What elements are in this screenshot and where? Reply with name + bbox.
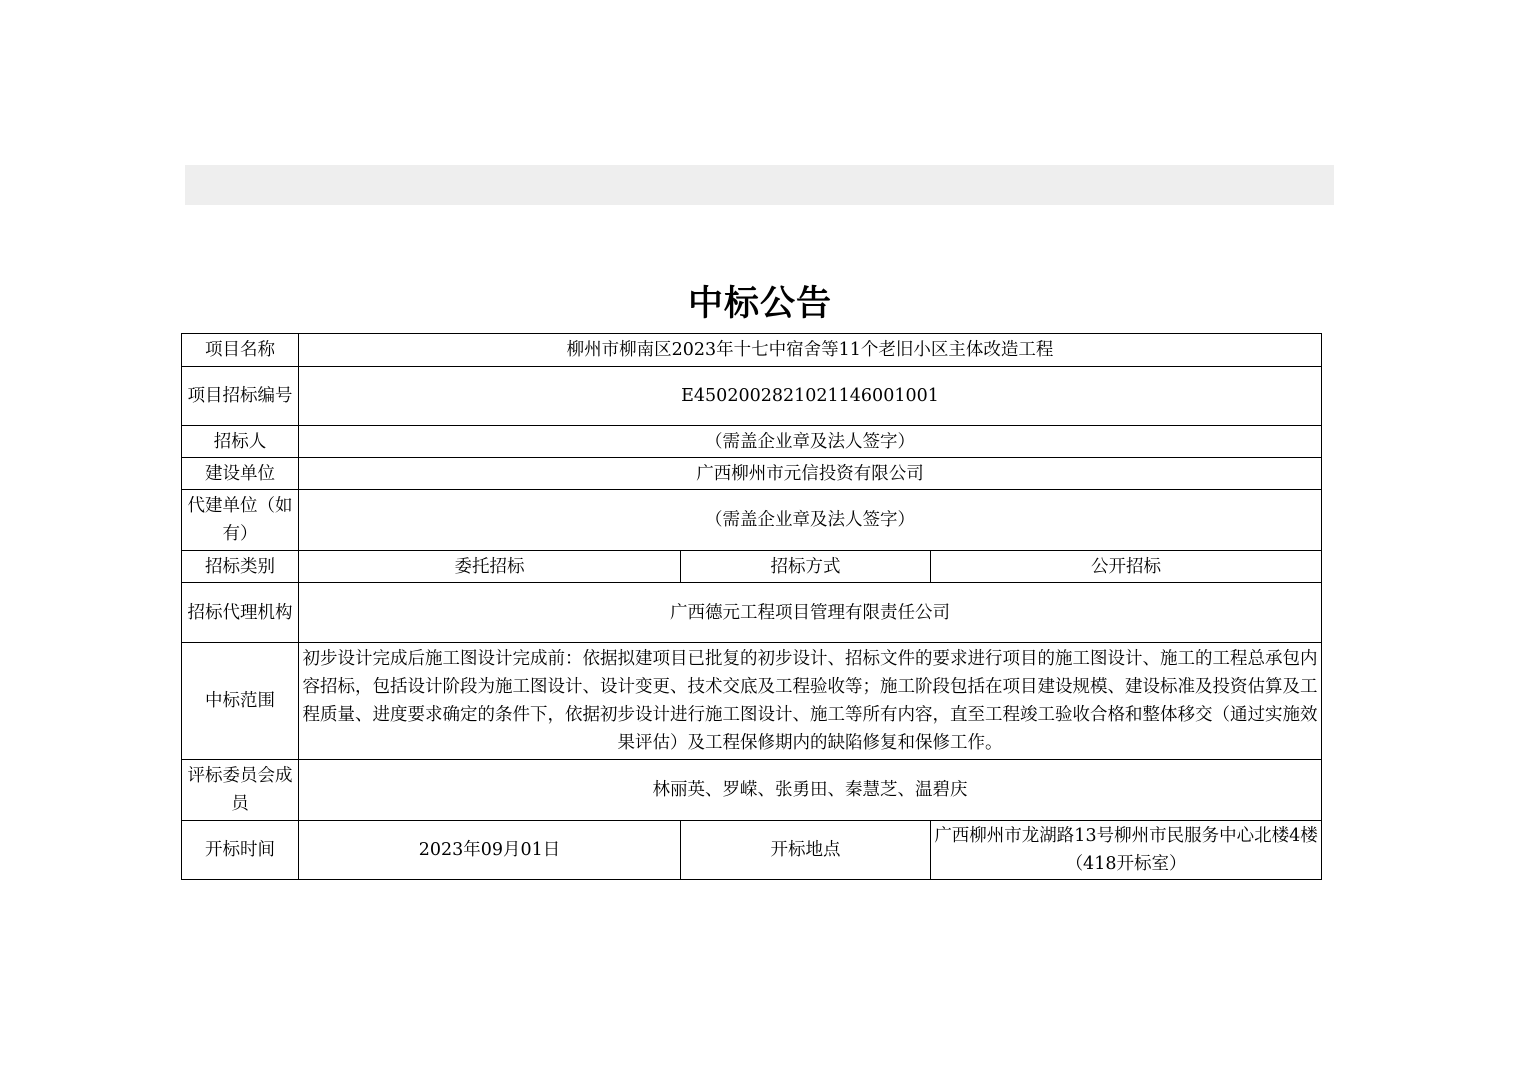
scope-value: 初步设计完成后施工图设计完成前：依据拟建项目已批复的初步设计、招标文件的要求进行项目的施工图设计、施工的工程总承包内容招标，包括设计阶段为施工图设计、设计变更、技术交底及工程验收等；施工阶段包括在项目建设规模、建设标准及投资估算及工程质量、进度要求确定的条件下，依据初步设计进行施工图设计、施工等所有内容，直至工程竣工验收合格和整体移交（通过实施效果评估）及工程保修期内的缺陷修复和保修工作。 [299,643,1322,760]
row-scope [182,643,1322,760]
row-agent-builder [182,490,1322,551]
tenderer-label: 招标人 [182,426,299,458]
agent-builder-value: （需盖企业章及法人签字） [299,490,1322,551]
row-opening [182,821,1322,880]
tender-method-value: 公开招标 [931,551,1322,583]
page-title: 中标公告 [687,284,832,324]
project-name-label: 项目名称 [182,334,299,367]
tender-agency-value: 广西德元工程项目管理有限责任公司 [299,583,1322,643]
tender-category-value: 委托招标 [299,551,681,583]
tender-category-label: 招标类别 [182,551,299,583]
tender-agency-label: 招标代理机构 [182,583,299,643]
row-builder [182,458,1322,490]
row-committee [182,760,1322,821]
opening-place-value: 广西柳州市龙湖路13号柳州市民服务中心北楼4楼（418开标室） [931,821,1322,880]
opening-time-label: 开标时间 [182,821,299,880]
row-tender-code [182,367,1322,426]
tenderer-value: （需盖企业章及法人签字） [299,426,1322,458]
committee-value: 林丽英、罗嵘、张勇田、秦慧芝、温碧庆 [299,760,1322,821]
row-tender-agency [182,583,1322,643]
opening-place-label: 开标地点 [681,821,931,880]
tender-code-value: E4502002821021146001001 [299,367,1322,426]
opening-time-value: 2023年09月01日 [299,821,681,880]
scope-label: 中标范围 [182,643,299,760]
row-tenderer [182,426,1322,458]
tender-code-label: 项目招标编号 [182,367,299,426]
tender-method-label: 招标方式 [681,551,931,583]
row-tender-type [182,551,1322,583]
row-project-name [182,334,1322,367]
project-name-value: 柳州市柳南区2023年十七中宿舍等11个老旧小区主体改造工程 [299,334,1322,367]
notice-table [181,333,1322,880]
top-band [185,165,1334,205]
builder-label: 建设单位 [182,458,299,490]
agent-builder-label: 代建单位（如有） [182,490,299,551]
committee-label: 评标委员会成员 [182,760,299,821]
builder-value: 广西柳州市元信投资有限公司 [299,458,1322,490]
